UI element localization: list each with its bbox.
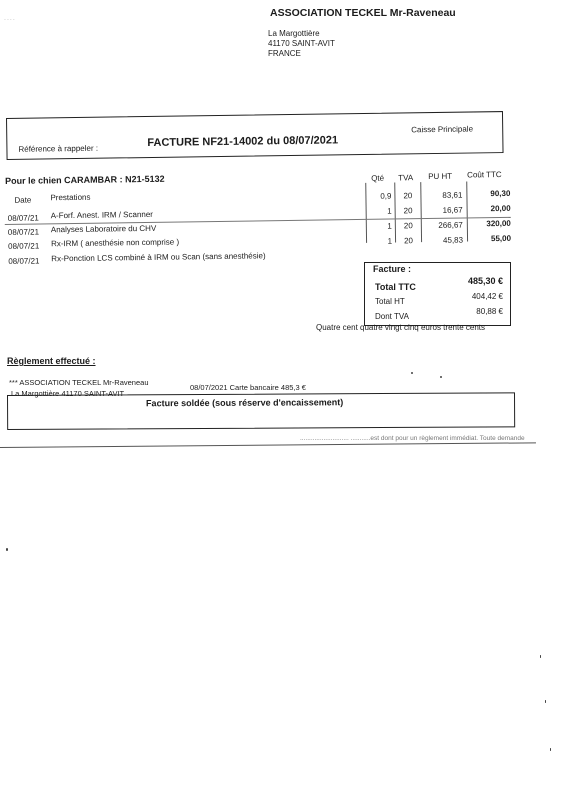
row-1-pu-ht: 83,61: [442, 190, 463, 200]
row-4-tva: 20: [403, 236, 414, 246]
header-tva: TVA: [398, 173, 414, 183]
patient-id: N21-5132: [125, 173, 165, 185]
payment-details: 08/07/2021 Carte bancaire 485,3 €: [190, 383, 306, 392]
invoice-table: [0, 161, 521, 278]
totals-title: Facture :: [373, 264, 412, 274]
row-2-qte: 1: [387, 206, 392, 216]
scan-speck: [411, 372, 413, 374]
row-3-tva: 20: [403, 221, 413, 231]
total-ht-value: 404,42 €: [471, 292, 503, 301]
faded-header-remnant: ....: [4, 15, 16, 22]
row-3-prestation: Rx-IRM ( anesthésie non comprise ): [51, 237, 180, 249]
row-1-qte: 0,9: [380, 191, 392, 201]
header-qte: Qté: [371, 173, 385, 183]
header-date: Date: [14, 195, 32, 205]
total-ttc-label: Total TTC: [375, 282, 416, 292]
cash-register: Caisse Principale: [411, 124, 474, 135]
scan-speck: [6, 548, 8, 551]
header-prestations: Prestations: [50, 192, 91, 203]
org-name: ASSOCIATION TECKEL Mr-Raveneau: [270, 7, 456, 19]
header-cout-ttc: Coût TTC: [467, 169, 502, 180]
address-line-1: La Margottière: [268, 29, 320, 38]
invoice-title: FACTURE NF21-14002 du 08/07/2021: [147, 134, 339, 150]
row-2-prestation: Analyses Laboratoire du CHV: [50, 223, 157, 235]
row-2-pu-ht: 16,67: [442, 205, 463, 215]
payment-status: Facture soldée (sous réserve d'encaissement): [146, 397, 344, 409]
row-1-cout-ttc: 90,30: [490, 188, 511, 199]
total-ttc-value: 485,30 €: [467, 276, 503, 286]
row-4-prestation: Rx-Ponction LCS combiné à IRM ou Scan (sans anesthésie): [51, 251, 266, 264]
row-1-tva: 20: [403, 191, 413, 201]
row-3-cout-ttc: 320,00: [486, 218, 511, 229]
row-4-date: 08/07/21: [8, 256, 40, 266]
patient-label: Pour le chien CARAMBAR : N21-5132: [5, 173, 165, 186]
col-divider-ttc: [466, 181, 468, 241]
row-4-qte: 1: [387, 236, 393, 246]
payer-line-1: *** ASSOCIATION TECKEL Mr-Raveneau: [9, 378, 149, 387]
row-2-date: 08/07/21: [7, 227, 40, 237]
col-divider-tva: [394, 182, 396, 242]
scan-speck: [440, 376, 442, 378]
col-divider-qte: [365, 183, 367, 243]
scan-speck: [540, 655, 541, 658]
header-pu-ht: PU HT: [428, 171, 453, 182]
payment-section-title: Règlement effectué :: [7, 356, 96, 366]
tva-value: 80,88 €: [476, 307, 503, 316]
row-4-cout-ttc: 55,00: [490, 233, 512, 244]
total-in-words: Quatre cent quatre vingt cinq euros trente cents: [316, 323, 485, 332]
row-3-pu-ht: 266,67: [438, 220, 463, 230]
payer-line-2: La Margottière 41170 SAINT-AVIT: [11, 389, 125, 398]
row-2-tva: 20: [403, 206, 413, 216]
scan-speck: [550, 748, 551, 751]
col-divider-pu: [420, 182, 422, 242]
row-1-date: 08/07/21: [7, 213, 39, 223]
row-1-prestation: A-Forf. Anest. IRM / Scanner: [50, 209, 153, 221]
row-3-date: 08/07/21: [8, 241, 40, 251]
row-4-pu-ht: 45,83: [442, 235, 464, 245]
payment-status-box: [7, 392, 515, 430]
reference-label: Référence à rappeler :: [18, 143, 99, 154]
row-2-cout-ttc: 20,00: [490, 203, 511, 214]
totals-box: [364, 262, 511, 326]
address-line-2: 41170 SAINT-AVIT: [268, 39, 335, 48]
reference-bar: [6, 111, 504, 160]
cutoff-text: ........................... ...........est dont pour un règlement immédiat. Toute demande: [300, 435, 525, 442]
row-3-qte: 1: [387, 221, 392, 231]
page-cut-line: [0, 442, 536, 448]
address-line-3: FRANCE: [268, 49, 301, 58]
tva-label: Dont TVA: [375, 312, 409, 321]
total-ht-label: Total HT: [375, 297, 405, 306]
scan-speck: [545, 700, 546, 703]
